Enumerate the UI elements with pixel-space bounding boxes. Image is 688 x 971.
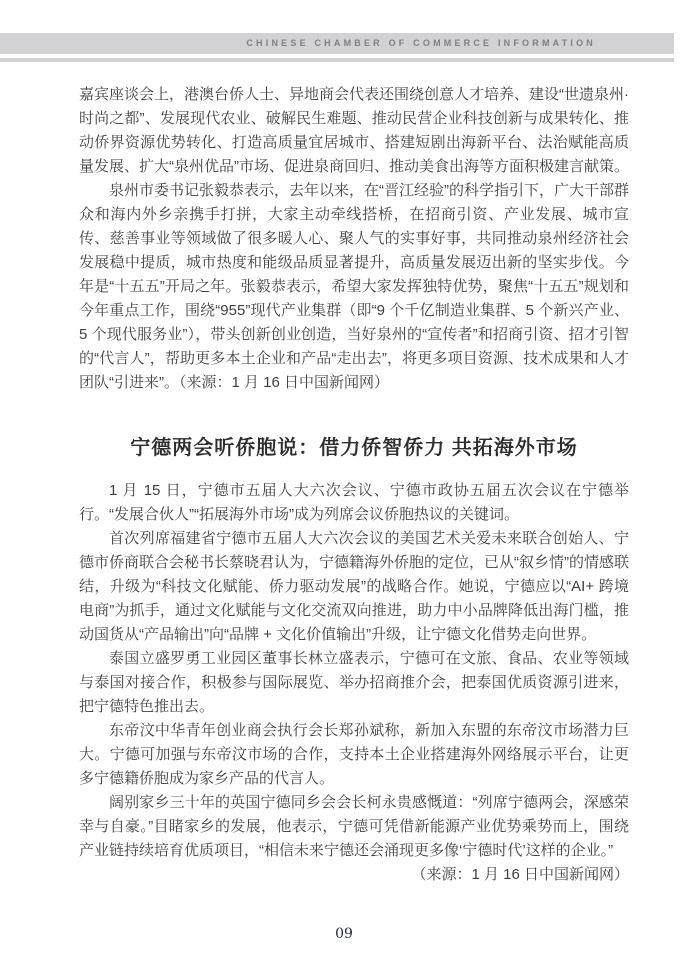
article1-paragraph: 泉州市委书记张毅恭表示，去年以来，在“晋江经验”的科学指引下，广大干部群众和海内外乡亲携手打拼，大家主动牵线搭桥，在招商引资、产业发展、城市宣传、慈善事业等领域做了很多暖人心、聚人气的实事好事，共同推动泉州经济社会发展稳中提质，城市热度和能级品质显著提升，高质量发展迈出新的坚实步伐。今年是“十五五”开局之年。张毅恭表示，希望大家发挥独特优势，聚焦“十五五”规划和今年重点工作，围绕“955”现代产业集群（即“9 个千亿制造业集群、5 个新兴产业、5 个现代服务业”），带头创新创业创造，当好泉州的“宣传者”和招商引资、招才引智的“代言人”，帮助更多本土企业和产品“走出去”，将更多项目资源、技术成果和人才团队“引进来”。（来源：1 月 16 日中国新闻网） — [79, 182, 629, 391]
header-band — [0, 33, 674, 54]
article2-paragraph: 东帝汶中华青年创业商会执行会长郑孙斌称，新加入东盟的东帝汶市场潜力巨大。宁德可加强与东帝汶市场的合作，支持本土企业搭建海外网络展示平台，让更多宁德籍侨胞成为家乡产品的代言人。 — [79, 722, 629, 787]
article-content — [79, 83, 629, 887]
article2-title: 宁德两会听侨胞说：借力侨智侨力 共拓海外市场 — [130, 437, 578, 459]
article2-paragraph: 首次列席福建省宁德市五届人大六次会议的美国艺术关爱未来联合创始人、宁德市侨商联合会秘书长蔡晓君认为，宁德籍海外侨胞的定位，已从“叙乡情”的情感联结，升级为“科技文化赋能、侨力驱动发展”的战略合作。她说，宁德应以“AI+ 跨境电商”为抓手，通过文化赋能与文化交流双向推进，助力中小品牌降低出海门槛，推动国货从“产品输出”向“品牌 + 文化价值输出”升级，让宁德文化借势走向世界。 — [79, 530, 629, 643]
source-attribution: （来源：1 月 16 日中国新闻网） — [411, 866, 629, 883]
article2-paragraph: 泰国立盛罗勇工业园区董事长林立盛表示，宁德可在文旅、食品、农业等领域与泰国对接合作，积极参与国际展览、举办招商推介会，把泰国优质资源引进来，把宁德特色推出去。 — [79, 650, 629, 715]
article2-paragraph: 1 月 15 日，宁德市五届人大六次会议、宁德市政协五届五次会议在宁德举行。“发展合伙人”“拓展海外市场”成为列席会议侨胞热议的关键词。 — [79, 482, 629, 523]
header-banner-text: CHINESE CHAMBER OF COMMERCE INFORMATION — [246, 38, 596, 48]
page-footer — [0, 925, 688, 943]
header-rule-divider — [0, 58, 674, 62]
article2-paragraph: 阔别家乡三十年的英国宁德同乡会会长柯永贵感慨道：“列席宁德两会，深感荣幸与自豪。”目睹家乡的发展，他表示，宁德可凭借新能源产业优势乘势而上，围绕产业链持续培育优质项目，“相信未来宁德还会涌现更多像‘宁德时代’这样的企业。” — [79, 794, 629, 859]
article1-continuation-paragraph: 嘉宾座谈会上，港澳台侨人士、异地商会代表还围绕创意人才培养、建设“世遗泉州·时尚之都”、发展现代农业、破解民生难题、推动民营企业科技创新与成果转化、推动侨界资源优势转化、打造高质量宜居城市、搭建短剧出海新平台、法治赋能高质量发展、扩大“泉州优品”市场、促进泉商回归、推动美食出海等方面积极建言献策。 — [79, 86, 629, 175]
page-number: 09 — [335, 926, 353, 942]
